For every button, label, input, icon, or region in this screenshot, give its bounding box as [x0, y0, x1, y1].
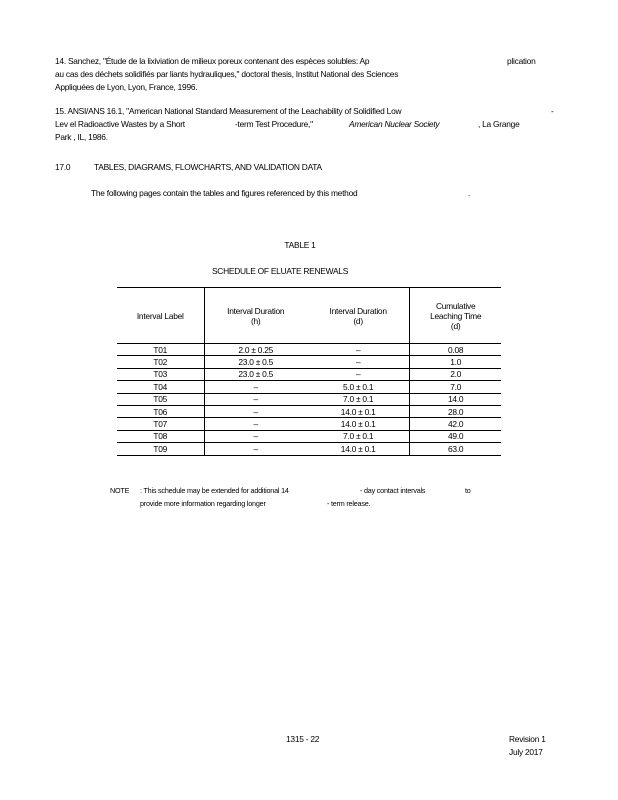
table-row [117, 393, 501, 405]
revision-label: Revision 1 [509, 734, 546, 744]
cell-duration-days: – [307, 356, 410, 368]
header-interval-hours [204, 288, 307, 344]
cell-duration-hours: – [204, 430, 307, 442]
table-row [117, 368, 501, 380]
table-label: TABLE 1 [284, 240, 316, 250]
table-header-row [117, 288, 501, 344]
cell-interval-label: T07 [117, 418, 204, 430]
cell-interval-label: T05 [117, 393, 204, 405]
cell-interval-label: T01 [117, 344, 204, 356]
cell-duration-days: 14.0 ± 0.1 [307, 405, 410, 417]
reference-15-text-d: -term Test Procedure," [235, 119, 313, 129]
cell-duration-hours: 2.0 ± 0.25 [204, 344, 307, 356]
section-intro-period: . [468, 188, 471, 198]
header-interval-days-unit: (d) [353, 315, 363, 326]
table-note-line2a: provide more information regarding longer [140, 499, 266, 508]
cell-interval-label: T04 [117, 381, 204, 393]
cell-interval-label: T09 [117, 443, 204, 455]
cell-duration-days: – [307, 368, 410, 380]
reference-15-text-b: - [551, 106, 554, 116]
reference-14-text-b: plication [507, 56, 536, 66]
eluate-renewal-table [117, 287, 501, 456]
cell-cumulative-time: 42.0 [410, 418, 501, 430]
cell-duration-days: 7.0 ± 0.1 [307, 393, 410, 405]
page-number: 1315 - 22 [286, 734, 320, 744]
header-interval-label-text: Interval Label [136, 310, 184, 321]
header-cumulative-time [410, 288, 501, 344]
cell-cumulative-time: 1.0 [410, 356, 501, 368]
header-interval-label [117, 288, 204, 344]
table-note-prefix: NOTE [110, 486, 130, 495]
table-row [117, 356, 501, 368]
reference-14-line3: Appliquées de Lyon, Lyon, France, 1996. [55, 82, 198, 92]
table-note-line2b: - term release. [327, 499, 371, 508]
cell-duration-hours: – [204, 443, 307, 455]
reference-15-text-c: Lev el Radioactive Wastes by a Short [55, 119, 185, 129]
cell-duration-hours: 23.0 ± 0.5 [204, 356, 307, 368]
cell-duration-days: 5.0 ± 0.1 [307, 381, 410, 393]
table-note-line1b: - day contact intervals [360, 486, 426, 495]
reference-14-text-a: 14. Sanchez, "Étude de la lixiviation de milieux poreux contenant des espèces solubles: Ap [55, 56, 370, 66]
cell-cumulative-time: 2.0 [410, 368, 501, 380]
table-title: SCHEDULE OF ELUATE RENEWALS [211, 266, 349, 276]
reference-15-text-e: , La Grange [478, 119, 520, 129]
table-row [117, 418, 501, 430]
section-title: TABLES, DIAGRAMS, FLOWCHARTS, AND VALIDATION DATA [94, 162, 322, 172]
cell-cumulative-time: 0.08 [410, 344, 501, 356]
revision-date: July 2017 [509, 747, 543, 757]
cell-cumulative-time: 28.0 [410, 405, 501, 417]
table-row [117, 443, 501, 455]
cell-duration-hours: – [204, 405, 307, 417]
table-note-line1c: to [465, 486, 471, 495]
reference-15-journal: American Nuclear Society [349, 119, 440, 129]
table-row [117, 430, 501, 442]
cell-duration-days: 7.0 ± 0.1 [307, 430, 410, 442]
header-cumulative-line2: Leaching Time [430, 310, 482, 321]
cell-interval-label: T06 [117, 405, 204, 417]
reference-15-line3: Park , IL, 1986. [55, 132, 108, 142]
cell-duration-days: 14.0 ± 0.1 [307, 443, 410, 455]
cell-cumulative-time: 7.0 [410, 381, 501, 393]
cell-duration-days: – [307, 344, 410, 356]
header-interval-hours-line1: Interval Duration [227, 305, 285, 316]
cell-interval-label: T02 [117, 356, 204, 368]
cell-interval-label: T03 [117, 368, 204, 380]
table-row [117, 405, 501, 417]
table-note-line1a: : This schedule may be extended for additional 14 [140, 486, 289, 495]
cell-duration-hours: – [204, 393, 307, 405]
cell-interval-label: T08 [117, 430, 204, 442]
section-intro: The following pages contain the tables and figures referenced by this method [91, 188, 358, 198]
table-row [117, 344, 501, 356]
cell-cumulative-time: 14.0 [410, 393, 501, 405]
header-interval-hours-unit: (h) [250, 315, 261, 326]
reference-15-text-a: 15. ANSI/ANS 16.1, "American National Standard Measurement of the Leachability of Solidified Low [55, 106, 402, 116]
cell-cumulative-time: 49.0 [410, 430, 501, 442]
cell-duration-days: 14.0 ± 0.1 [307, 418, 410, 430]
cell-cumulative-time: 63.0 [410, 443, 501, 455]
reference-14-line2: au cas des déchets solidifiés par liants hydrauliques," doctoral thesis, Institut National des Sciences [55, 69, 399, 79]
table-row [117, 381, 501, 393]
section-number: 17.0 [55, 162, 71, 172]
header-interval-days-line1: Interval Duration [329, 305, 387, 316]
header-cumulative-line1: Cumulative [435, 300, 476, 311]
cell-duration-hours: 23.0 ± 0.5 [204, 368, 307, 380]
header-cumulative-unit: (d) [450, 320, 461, 331]
cell-duration-hours: – [204, 381, 307, 393]
header-interval-days [307, 288, 410, 344]
cell-duration-hours: – [204, 418, 307, 430]
